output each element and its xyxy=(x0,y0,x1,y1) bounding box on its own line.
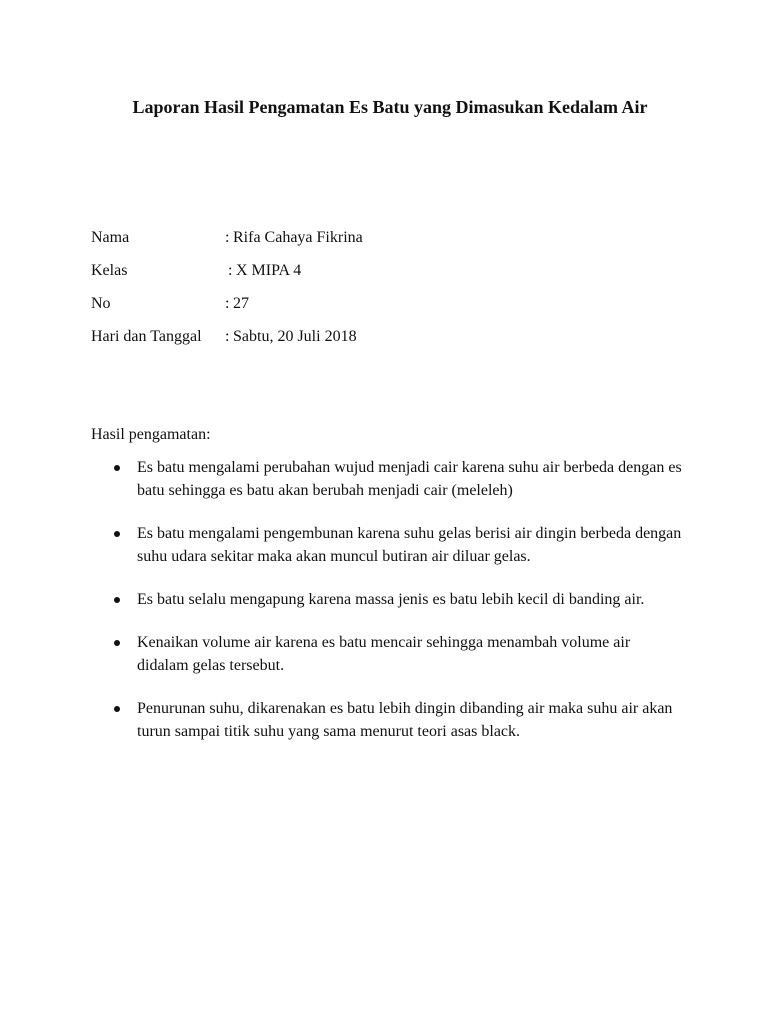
list-item xyxy=(91,631,683,677)
info-label: Hari dan Tanggal xyxy=(91,328,202,345)
bullet-icon xyxy=(114,640,120,646)
bullet-icon xyxy=(114,531,120,537)
list-item xyxy=(91,456,683,502)
observation-text: Kenaikan volume air karena es batu mencair sehingga menambah volume air didalam gelas tersebut. xyxy=(137,634,631,674)
info-separator: : xyxy=(225,295,230,312)
section-heading: Hasil pengamatan: xyxy=(91,426,211,443)
info-value: 27 xyxy=(233,295,249,312)
info-separator: : xyxy=(225,328,230,345)
list-item xyxy=(91,522,683,568)
info-label: Kelas xyxy=(91,262,128,279)
observation-text: Es batu selalu mengapung karena massa jenis es batu lebih kecil di banding air. xyxy=(137,591,645,608)
info-value: Rifa Cahaya Fikrina xyxy=(233,229,363,246)
info-separator: : xyxy=(228,262,233,279)
info-label: No xyxy=(91,295,111,312)
info-separator: : xyxy=(225,229,230,246)
info-row-name xyxy=(91,226,691,259)
info-row-date xyxy=(91,325,691,358)
observation-text: Penurunan suhu, dikarenakan es batu lebih dingin dibanding air maka suhu air akan turun sampai titik suhu yang sama menurut teori asas black. xyxy=(137,700,673,740)
list-item xyxy=(91,588,683,611)
document-title: Laporan Hasil Pengamatan Es Batu yang Dimasukan Kedalam Air xyxy=(132,97,648,117)
bullet-icon xyxy=(114,465,120,471)
info-label: Nama xyxy=(91,229,130,246)
bullet-icon xyxy=(114,597,120,603)
info-row-number xyxy=(91,292,691,325)
observation-text: Es batu mengalami perubahan wujud menjadi cair karena suhu air berbeda dengan es batu sehingga es batu akan berubah menjadi cair (meleleh) xyxy=(137,459,682,499)
info-row-class xyxy=(91,259,691,292)
bullet-icon xyxy=(114,706,120,712)
student-info xyxy=(91,226,691,358)
observation-list xyxy=(91,456,691,763)
observation-text: Es batu mengalami pengembunan karena suhu gelas berisi air dingin berbeda dengan suhu udara sekitar maka akan muncul butiran air diluar gelas. xyxy=(137,525,682,565)
info-value: Sabtu, 20 Juli 2018 xyxy=(233,328,357,345)
info-value: X MIPA 4 xyxy=(236,262,302,279)
list-item xyxy=(91,697,683,743)
